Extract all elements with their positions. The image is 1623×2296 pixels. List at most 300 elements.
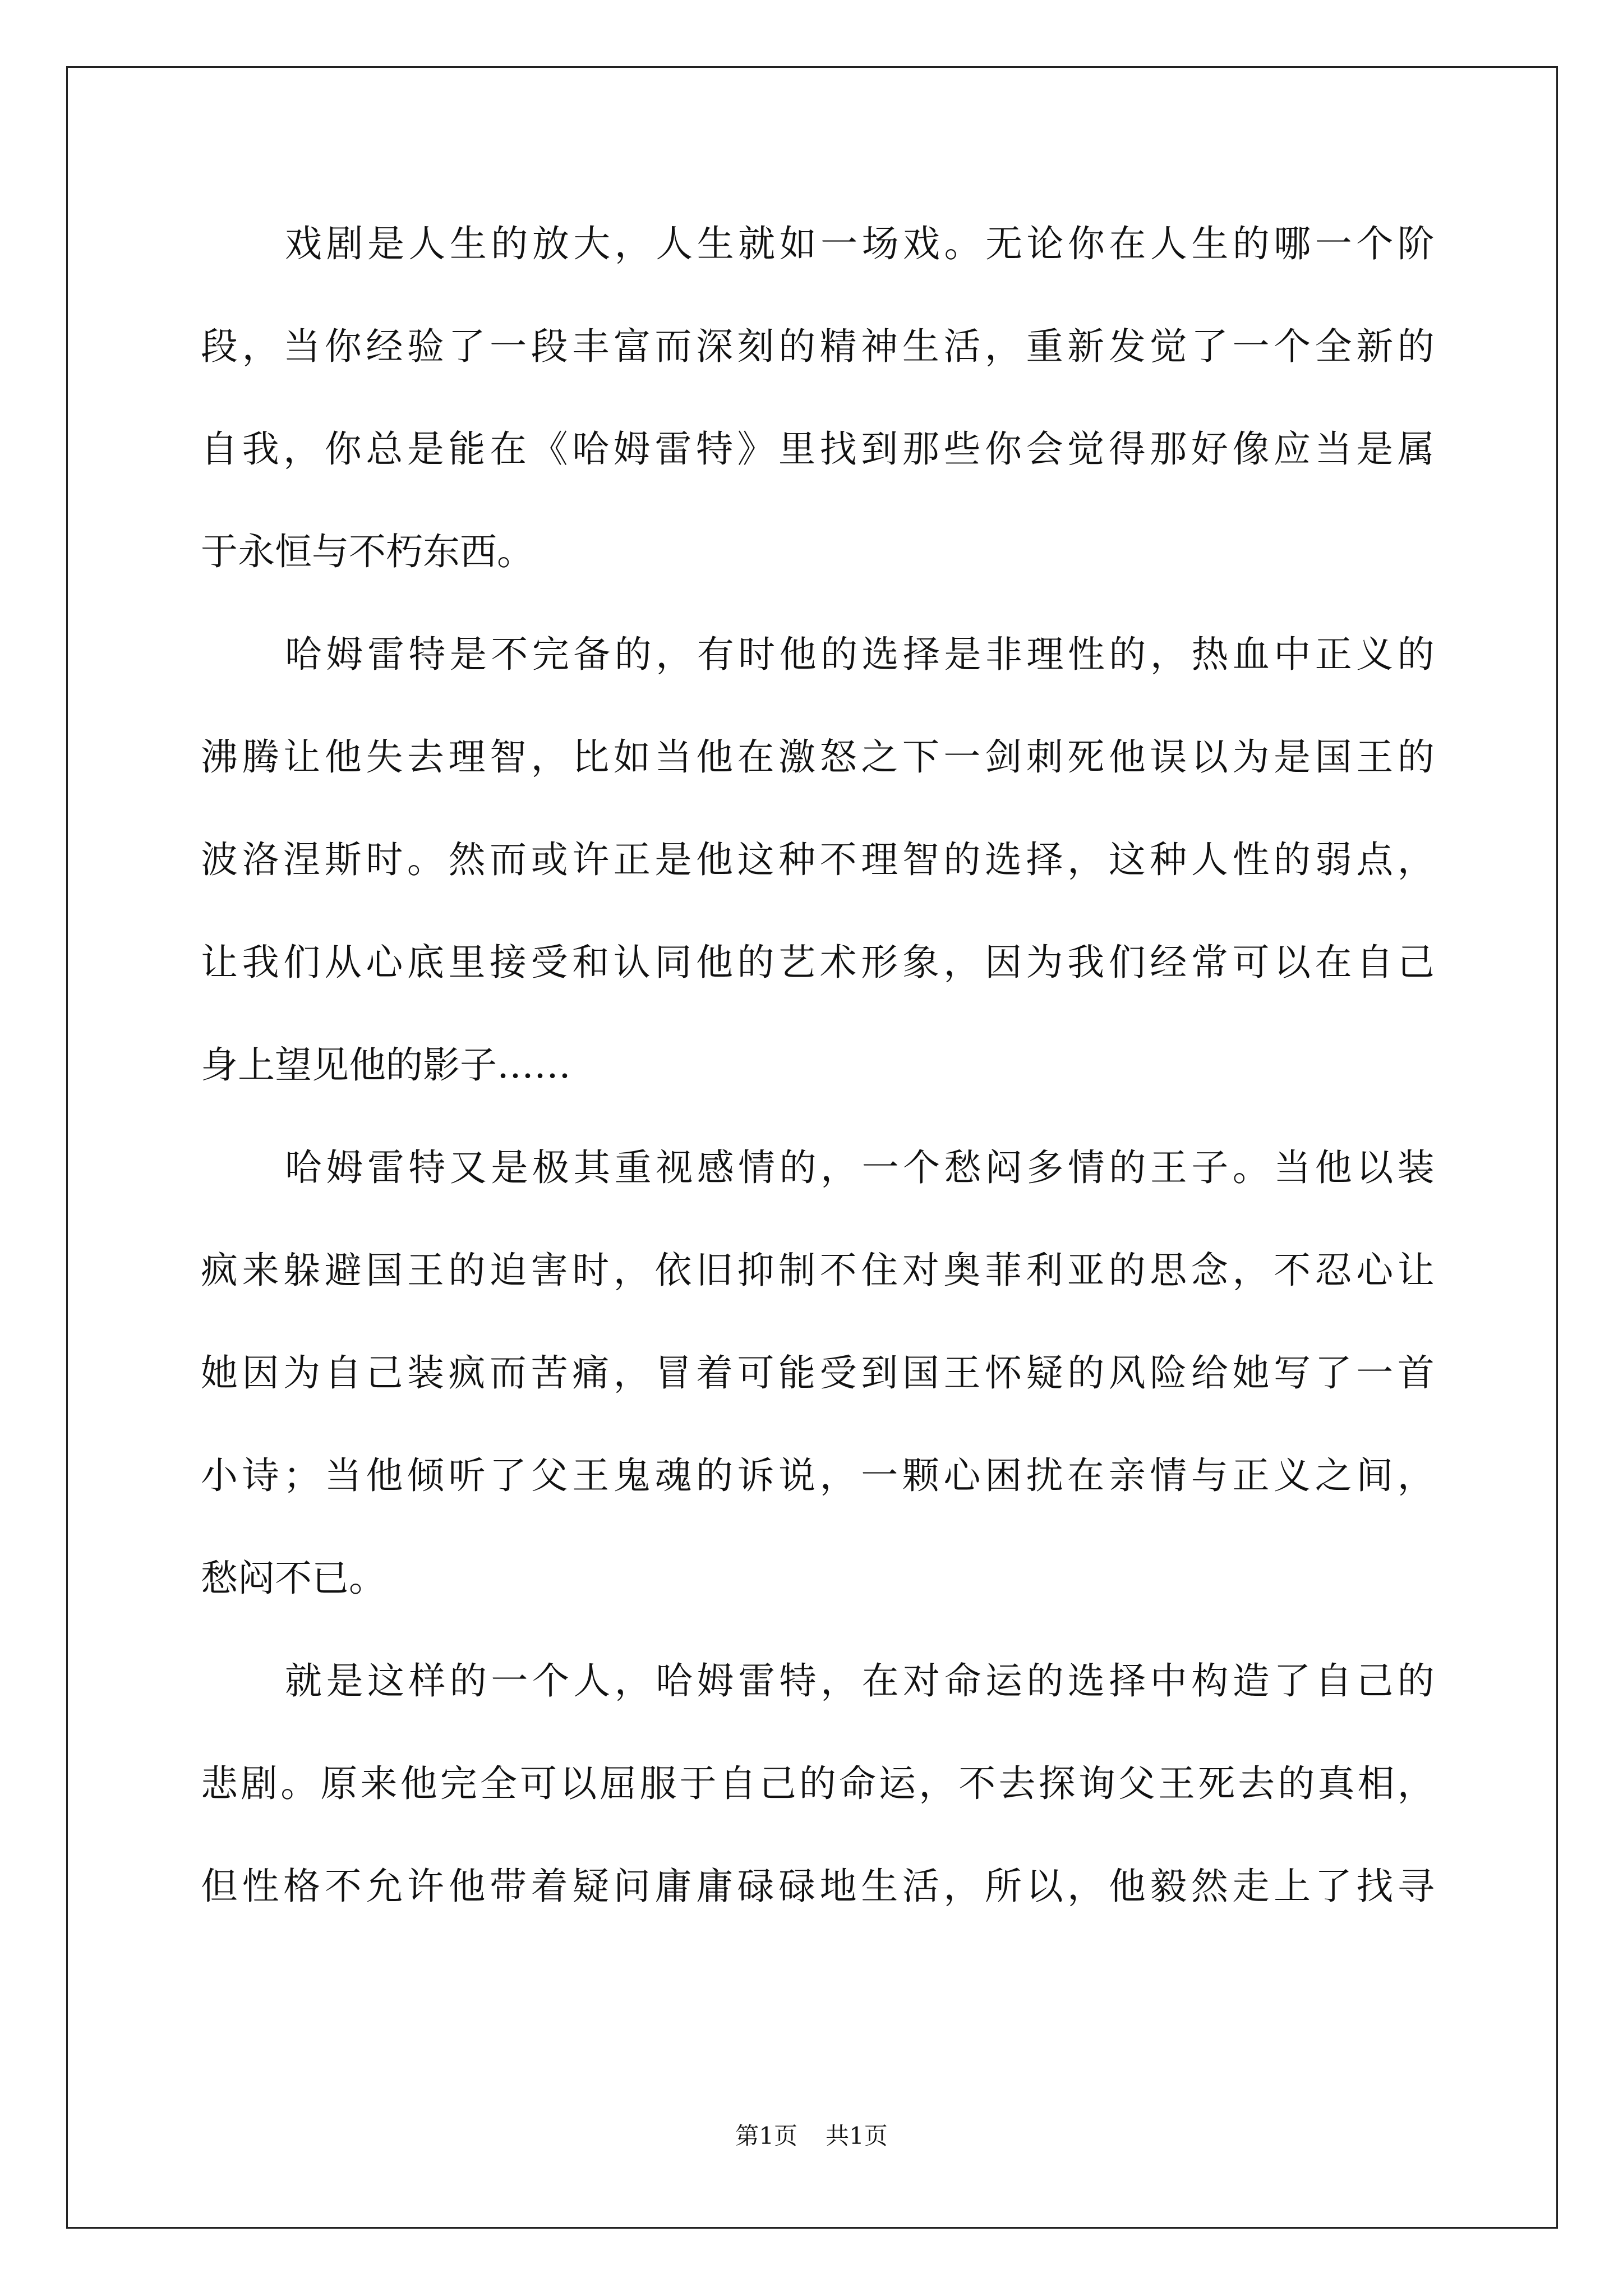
text-char: 经	[1150, 941, 1187, 984]
paragraph-1-line-4	[201, 518, 1435, 621]
text-char: 间	[1356, 1454, 1394, 1497]
text-char: 让	[1397, 1249, 1435, 1292]
text-char: 躲	[283, 1249, 321, 1292]
paragraph-2-line-4	[201, 929, 1435, 1032]
text-char: 小	[201, 1454, 238, 1497]
text-char: 造	[1232, 1659, 1270, 1703]
text-char: 于	[679, 1762, 717, 1805]
text-char: 我	[242, 427, 279, 471]
text-char: ，	[1067, 838, 1105, 881]
text-char: 那	[902, 427, 939, 471]
text-char: 冒	[654, 1351, 692, 1395]
text-char: 的	[778, 325, 816, 368]
text-char: 己	[1356, 1659, 1394, 1703]
paragraph-2-line-1	[201, 621, 1435, 724]
document-body	[201, 210, 1435, 1955]
text-char: 这	[1108, 838, 1146, 881]
text-char: 听	[448, 1454, 486, 1497]
text-char: 的	[1397, 1659, 1435, 1703]
text-char: 大	[573, 222, 611, 265]
text-char: 心	[366, 941, 403, 984]
text-char: 特	[779, 1659, 817, 1703]
text-char: 的	[1278, 1762, 1315, 1805]
text-char: 找	[819, 427, 857, 471]
text-char: 因	[984, 941, 1022, 984]
text-char: 。	[1232, 1146, 1270, 1189]
paragraph-4-line-2	[201, 1750, 1435, 1853]
text-char: 住	[861, 1249, 898, 1292]
text-char: 着	[695, 1351, 733, 1395]
text-char: 们	[1108, 941, 1146, 984]
text-char: 的	[1397, 633, 1435, 676]
text-char: 诉	[737, 1454, 774, 1497]
text-char: 不	[324, 1865, 362, 1908]
text-char: 是	[944, 633, 981, 676]
text-char: 选	[984, 838, 1022, 881]
text-char: 富	[613, 325, 651, 368]
text-char: 种	[778, 838, 816, 881]
text-char: 格	[283, 1865, 321, 1908]
text-char: 而	[654, 325, 692, 368]
text-char: 你	[1067, 222, 1105, 265]
text-char: 亲	[1108, 1454, 1146, 1497]
text-char: 新	[1356, 325, 1394, 368]
text-char: 是	[326, 1659, 363, 1703]
text-char: 寻	[1397, 1865, 1435, 1908]
text-char: 生	[861, 1865, 898, 1908]
text-char: 。	[280, 1762, 318, 1805]
text-char: 义	[1274, 1454, 1311, 1497]
text-char: 择	[1109, 1659, 1146, 1703]
text-char: 一	[861, 1454, 898, 1497]
text-char: 个	[532, 1659, 569, 1703]
text-char: 装	[407, 1351, 444, 1395]
text-char: ，	[1150, 633, 1187, 676]
text-char: 旧	[695, 1249, 733, 1292]
text-char: ，	[283, 427, 321, 471]
text-char: 国	[902, 1351, 939, 1395]
text-char: 扰	[1026, 1454, 1063, 1497]
text-char: 念	[1191, 1249, 1228, 1292]
text-char: 到	[861, 427, 898, 471]
text-char: 你	[324, 325, 362, 368]
text-char: 比	[572, 735, 610, 779]
text-char: 不	[819, 1249, 857, 1292]
text-char: 走	[1232, 1865, 1270, 1908]
text-char: 自	[201, 427, 238, 471]
text-char: 非	[985, 633, 1022, 676]
text-char: 像	[1232, 427, 1270, 471]
text-char: 了	[1274, 1659, 1311, 1703]
text-char: 其	[573, 1146, 611, 1189]
page-total: 共1页	[826, 2122, 888, 2150]
text-char: 时	[572, 1249, 610, 1292]
text-char: 了	[490, 1454, 527, 1497]
text-char: 激	[778, 735, 816, 779]
text-char: 就	[738, 222, 776, 265]
paragraph-3-line-3	[201, 1340, 1435, 1442]
text-char: 的	[1067, 1351, 1105, 1395]
text-char: 沸	[201, 735, 238, 779]
text-char: 精	[819, 325, 857, 368]
text-char: 他	[1315, 1146, 1352, 1189]
text-char: 视	[656, 1146, 693, 1189]
text-char: 不	[958, 1762, 996, 1805]
text-char: 为	[283, 1351, 321, 1395]
text-char: 会	[1026, 427, 1063, 471]
text-char: 亚	[1067, 1249, 1105, 1292]
text-char: 的	[1109, 1146, 1146, 1189]
text-char: 运	[985, 1659, 1022, 1703]
text-char: 碌	[737, 1865, 774, 1908]
text-char: 血	[1232, 633, 1270, 676]
text-char: ，	[1232, 1249, 1270, 1292]
text-char: ；	[283, 1454, 321, 1497]
text-char: 许	[407, 1865, 444, 1908]
text-char: 在	[1067, 1454, 1105, 1497]
paragraph-2-line-2	[201, 724, 1435, 826]
text-char: 重	[614, 1146, 652, 1189]
text-char: 的	[737, 941, 774, 984]
text-char: 之	[1315, 1454, 1352, 1497]
text-char: 在	[861, 1659, 899, 1703]
text-char: 哪	[1274, 222, 1311, 265]
text-char: 底	[407, 941, 444, 984]
text-char: 从	[324, 941, 362, 984]
text-char: 命	[944, 1659, 981, 1703]
text-char: 一	[1232, 325, 1270, 368]
text-char: 痛	[572, 1351, 610, 1395]
text-char: 热	[1191, 633, 1229, 676]
text-char: 剑	[984, 735, 1022, 779]
text-char: ，	[1397, 1454, 1435, 1497]
text-char: 是	[491, 1146, 528, 1189]
text-char: ，	[1067, 1865, 1105, 1908]
text-char: 这	[737, 838, 774, 881]
text-char: 她	[201, 1351, 238, 1395]
text-char: 说	[778, 1454, 816, 1497]
text-char: 她	[1232, 1351, 1270, 1395]
text-char: 一	[490, 325, 527, 368]
text-char: 无	[985, 222, 1022, 265]
text-char: 姆	[613, 427, 651, 471]
text-char: 放	[532, 222, 569, 265]
text-char: 我	[1067, 941, 1105, 984]
text-char: 忍	[1315, 1249, 1352, 1292]
text-char: 形	[861, 941, 898, 984]
text-char: ，	[820, 1659, 858, 1703]
text-char: 庸	[654, 1865, 692, 1908]
text-char: 雷	[738, 1659, 776, 1703]
text-char: 艺	[778, 941, 816, 984]
text-char: 姆	[697, 1659, 734, 1703]
text-char: 。	[944, 222, 981, 265]
text-char: 让	[283, 735, 321, 779]
paragraph-3-line-2	[201, 1237, 1435, 1340]
text-char: 己	[1397, 941, 1435, 984]
text-char: 自	[1315, 1659, 1352, 1703]
text-char: 择	[1026, 838, 1063, 881]
text-char: 全	[1315, 325, 1352, 368]
text-char: 与	[1191, 1454, 1228, 1497]
text-char: 的	[1397, 325, 1435, 368]
text-char: 们	[283, 941, 321, 984]
text-char: 了	[1315, 1351, 1352, 1395]
text-char: 的	[1026, 1659, 1064, 1703]
text-char: ，	[656, 633, 693, 676]
text-char: 可	[737, 1351, 774, 1395]
text-char: 王	[572, 1454, 610, 1497]
text-char: 的	[1397, 735, 1435, 779]
text-char: 属	[1397, 427, 1435, 471]
text-char: 选	[1067, 1659, 1105, 1703]
text-char: 王	[943, 1351, 981, 1395]
text-char: 他	[1108, 735, 1146, 779]
text-char: 当	[1274, 1146, 1311, 1189]
text-char: 多	[1026, 1146, 1064, 1189]
paragraph-1-line-1	[201, 210, 1435, 313]
text-char: 疑	[572, 1865, 610, 1908]
text-char: 如	[779, 222, 817, 265]
text-char: 特	[695, 427, 733, 471]
page-footer	[0, 2119, 1623, 2153]
text-char: 择	[903, 633, 940, 676]
text-char: 涅	[283, 838, 321, 881]
text-char: 奥	[943, 1249, 981, 1292]
text-char: ，	[943, 1865, 981, 1908]
text-char: 的	[449, 1659, 487, 1703]
text-char: 苦	[531, 1351, 568, 1395]
text-char: 服	[639, 1762, 677, 1805]
text-char: 刺	[1026, 735, 1063, 779]
text-char: 受	[819, 1351, 857, 1395]
text-char: 一	[1356, 1351, 1394, 1395]
paragraph-2-line-3	[201, 826, 1435, 929]
text-char: 然	[448, 838, 486, 881]
text-char: 人	[656, 222, 693, 265]
text-char: 性	[1067, 633, 1105, 676]
text-char: 经	[366, 325, 403, 368]
text-char: 他	[448, 1865, 486, 1908]
text-char: 能	[778, 1351, 816, 1395]
paragraph-1-line-3	[201, 416, 1435, 518]
text-char: 险	[1150, 1351, 1187, 1395]
text-char: 就	[285, 1659, 322, 1703]
text-line: 身上望见他的影子……	[201, 1043, 571, 1087]
text-char: 些	[943, 427, 981, 471]
text-char: 对	[903, 1659, 940, 1703]
text-char: 里	[448, 941, 486, 984]
text-char: 父	[531, 1454, 568, 1497]
text-char: 情	[1067, 1146, 1105, 1189]
text-char: 询	[1078, 1762, 1115, 1805]
text-char: 倾	[407, 1454, 444, 1497]
text-char: 里	[778, 427, 816, 471]
text-char: 鬼	[613, 1454, 651, 1497]
text-char: 在	[1109, 222, 1146, 265]
text-char: 去	[407, 735, 444, 779]
text-char: 着	[531, 1865, 568, 1908]
text-char: 觉	[1067, 427, 1105, 471]
paragraph-1-line-2	[201, 313, 1435, 416]
text-line: 于永恒与不朽东西。	[201, 530, 534, 573]
text-char: ，	[819, 1454, 857, 1497]
text-char: 如	[613, 735, 651, 779]
text-char: 情	[1150, 1454, 1187, 1497]
text-char: 为	[1232, 735, 1270, 779]
text-char: 上	[1274, 1865, 1311, 1908]
text-char: 全	[479, 1762, 517, 1805]
text-char: 在	[737, 735, 774, 779]
text-char: 验	[407, 325, 444, 368]
text-char: 给	[1191, 1351, 1228, 1395]
text-char: 是	[1356, 427, 1394, 471]
text-char: 他	[366, 1454, 403, 1497]
text-char: 他	[324, 735, 362, 779]
text-char: 得	[1108, 427, 1146, 471]
text-char: 人	[1150, 222, 1187, 265]
text-char: 所	[984, 1865, 1022, 1908]
text-char: 人	[408, 222, 446, 265]
text-char: 以	[1026, 1865, 1063, 1908]
text-char: 理	[861, 838, 898, 881]
paragraph-4-line-1	[201, 1648, 1435, 1750]
text-char: 的	[1108, 1249, 1146, 1292]
text-char: 不	[491, 633, 528, 676]
text-char: 受	[531, 941, 568, 984]
text-char: 下	[902, 735, 939, 779]
text-char: 利	[1026, 1249, 1063, 1292]
text-char: 他	[400, 1762, 437, 1805]
text-char: 我	[242, 941, 279, 984]
text-char: 王	[1356, 735, 1394, 779]
paragraph-2-line-5	[201, 1032, 1435, 1134]
text-char: 子	[1191, 1146, 1229, 1189]
text-char: 应	[1274, 427, 1311, 471]
text-char: ，	[984, 325, 1022, 368]
text-char: 理	[1026, 633, 1064, 676]
text-char: 洛	[242, 838, 279, 881]
text-char: 生	[449, 222, 487, 265]
text-char: 他	[1108, 1865, 1146, 1908]
text-char: 怒	[819, 735, 857, 779]
text-char: ，	[1397, 838, 1435, 881]
text-char: 的	[448, 1249, 486, 1292]
text-char: 正	[1232, 1454, 1270, 1497]
text-char: 疯	[448, 1351, 486, 1395]
text-char: 姆	[326, 633, 363, 676]
text-char: 深	[695, 325, 733, 368]
text-char: 的	[695, 1454, 733, 1497]
text-char: 的	[820, 633, 858, 676]
text-char: 以	[1356, 1146, 1394, 1189]
text-char: 腾	[242, 735, 279, 779]
text-char: 段	[531, 325, 568, 368]
text-char: 重	[1026, 325, 1063, 368]
text-char: 哈	[572, 427, 610, 471]
text-char: 种	[1150, 838, 1187, 881]
text-char: 选	[861, 633, 899, 676]
text-char: 他	[695, 838, 733, 881]
text-char: 颗	[902, 1454, 939, 1497]
text-char: 闷	[985, 1146, 1022, 1189]
text-char: 《	[531, 427, 568, 471]
text-char: 碌	[778, 1865, 816, 1908]
text-char: 以	[1191, 735, 1228, 779]
text-char: 的	[1109, 633, 1146, 676]
text-char: 不	[1274, 1249, 1311, 1292]
text-char: 写	[1274, 1351, 1311, 1395]
text-char: 样	[408, 1659, 446, 1703]
text-char: 好	[1191, 427, 1228, 471]
text-char: 菲	[984, 1249, 1022, 1292]
text-char: 又	[449, 1146, 487, 1189]
text-char: 备	[573, 633, 611, 676]
text-char: 当	[283, 325, 321, 368]
page-number: 第1页	[735, 2122, 797, 2150]
text-char: ，	[531, 735, 568, 779]
text-char: 的	[614, 633, 652, 676]
text-char: 术	[819, 941, 857, 984]
text-char: 愁	[944, 1146, 981, 1189]
text-char: 雷	[367, 1146, 404, 1189]
text-char: 原	[320, 1762, 358, 1805]
text-char: 。	[407, 838, 444, 881]
text-char: ，	[919, 1762, 956, 1805]
paragraph-4-line-3	[201, 1853, 1435, 1955]
text-char: 完	[440, 1762, 477, 1805]
text-char: ，	[614, 1659, 652, 1703]
text-char: 是	[654, 838, 692, 881]
text-char: 以	[560, 1762, 597, 1805]
text-char: 来	[242, 1249, 279, 1292]
text-char: 疯	[201, 1249, 238, 1292]
text-char: 真	[1317, 1762, 1355, 1805]
text-char: 个	[1274, 325, 1311, 368]
text-char: 死	[1067, 735, 1105, 779]
text-char: 戏	[285, 222, 322, 265]
text-char: 庸	[695, 1865, 733, 1908]
text-char: 不	[819, 838, 857, 881]
text-char: 特	[408, 1146, 446, 1189]
paragraph-3-line-4	[201, 1442, 1435, 1545]
text-char: 的	[491, 222, 528, 265]
text-char: 问	[613, 1865, 651, 1908]
text-char: 义	[1356, 633, 1394, 676]
text-char: 剧	[326, 222, 363, 265]
text-char: 姆	[326, 1146, 363, 1189]
text-char: 这	[367, 1659, 404, 1703]
text-char: 特	[408, 633, 446, 676]
text-char: 己	[759, 1762, 796, 1805]
text-char: 一	[943, 735, 981, 779]
text-char: 正	[1315, 633, 1352, 676]
text-char: 个	[903, 1146, 940, 1189]
text-char: 之	[861, 735, 898, 779]
text-char: 新	[1067, 325, 1105, 368]
text-char: 他	[695, 735, 733, 779]
text-char: 找	[1356, 1865, 1394, 1908]
text-char: 带	[490, 1865, 527, 1908]
text-char: 是	[449, 633, 487, 676]
text-char: 的	[1274, 838, 1311, 881]
text-char: 剧	[241, 1762, 278, 1805]
text-char: 常	[1191, 941, 1228, 984]
text-char: 在	[490, 427, 527, 471]
text-char: 个	[1356, 222, 1394, 265]
text-char: 父	[1118, 1762, 1155, 1805]
text-char: 误	[1150, 735, 1187, 779]
